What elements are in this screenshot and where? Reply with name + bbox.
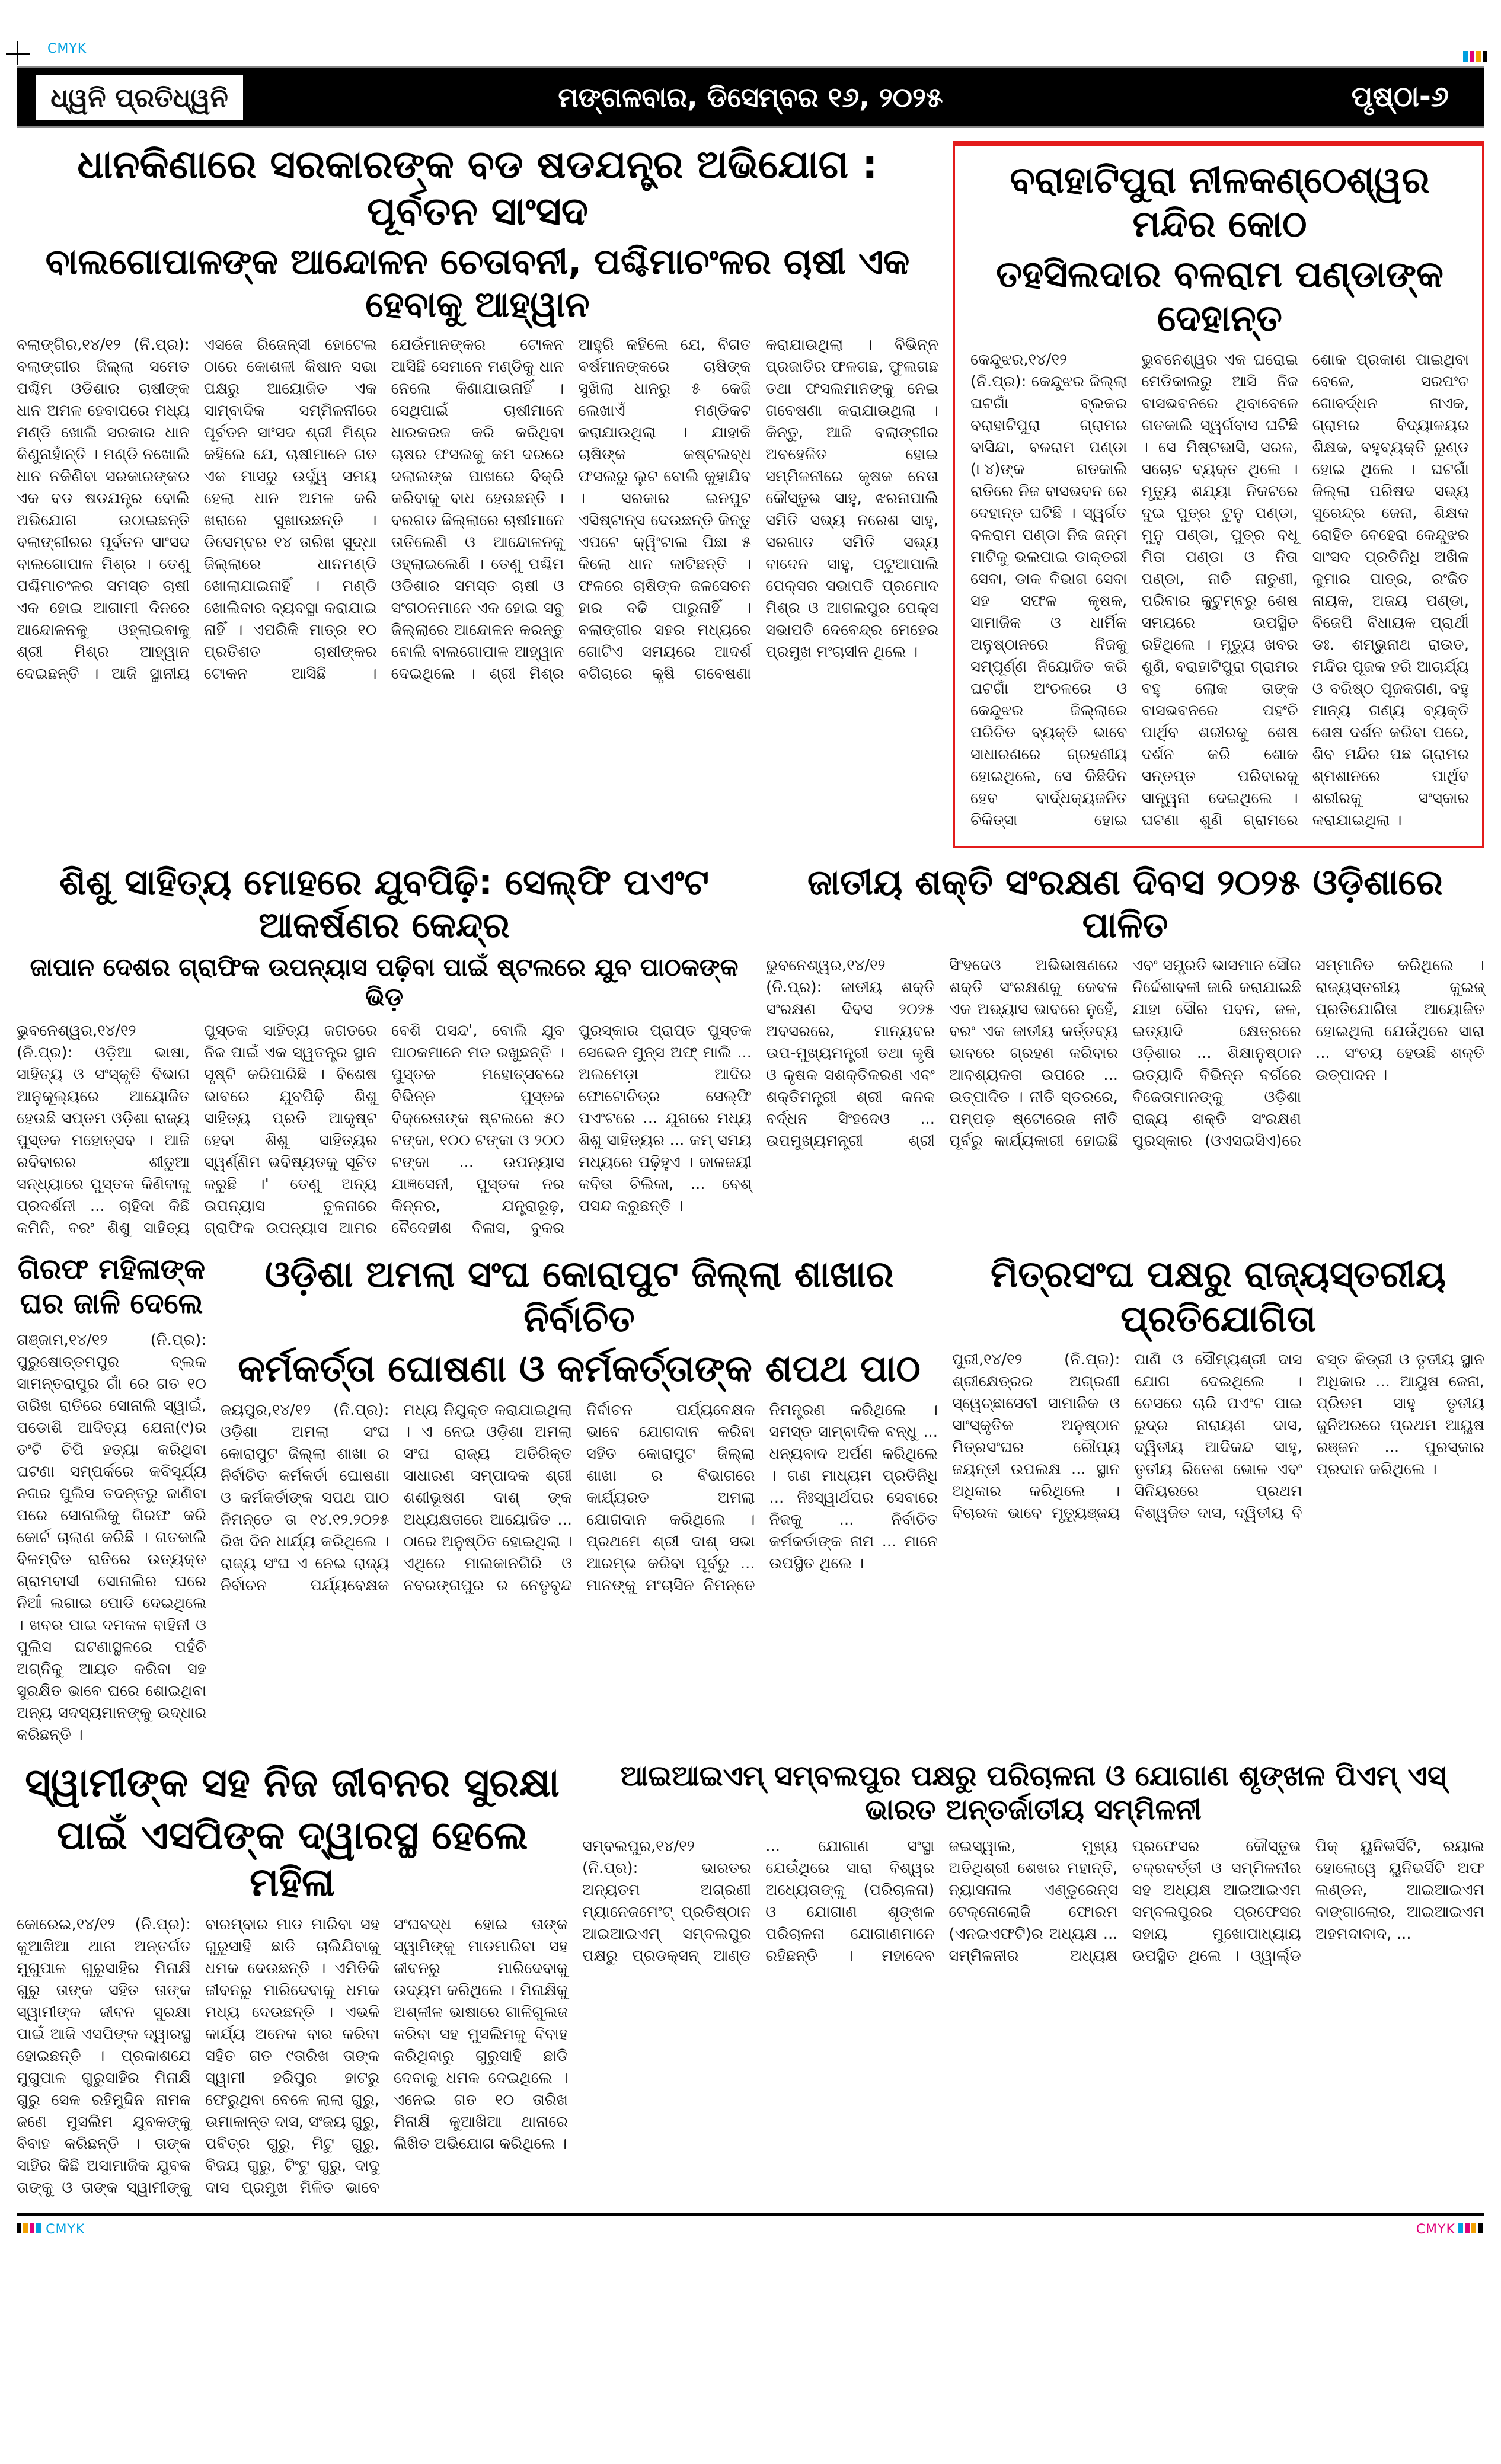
subheadline-book-festival: ଜାପାନ ଦେଶର ଗ୍ରାଫିକ ଉପନ୍ୟାସ ପଢ଼ିବା ପାଇଁ ଷ୍ଟଲରେ ଯୁବ ପାଠକଙ୍କ ଭିଡ଼ [30, 952, 739, 1011]
article-amala [221, 1252, 938, 1596]
article-body-balangir: ବଲାଙ୍ଗିର,୧୪/୧୨ (ନି.ପ୍ର): ବଲାଙ୍ଗୀର ଜିଲ୍ଲା ସମେତ ପଶ୍ଚିମ ଓଡିଶାର ଚାଷୀଙ୍କ ଧାନ ଅମଳ ହେବାପରେ ମଧ୍ୟ ମଣ୍ଡି ଖୋଲି ସରକାର ଧାନ କିଣୁନାହାଁନ୍ତି । ମଣ୍ଡି ନଖୋଲି ଧାନ ନକିଣିବା ସରକାରଙ୍କର ଏକ ବଡ ଷଡଯନ୍ତ୍ର ବୋଲି ଅଭିଯୋଗ ଉଠାଇଛନ୍ତି ବଲାଙ୍ଗୀରର ପୂର୍ବତନ ସାଂସଦ ବାଲଗୋପାଳ ମିଶ୍ର । ତେଣୁ ପଶ୍ଚିମାଚଂଳର ସମସ୍ତ ଚାଷୀ ଏକ ହୋଇ ଆଗାମୀ ଦିନରେ ଆନ୍ଦୋଳନକୁ ଓହ୍ଲାଇବାକୁ ଶ୍ରୀ ମିଶ୍ର ଆହ୍ୱାନ ଦେଇଛନ୍ତି । ଆଜି ସ୍ଥାନୀୟ ଏସଜେ ରିଜେନ୍ସୀ ହୋଟେଲ ଠାରେ କୋଶଳୀ କିଷାନ ସଭା ପକ୍ଷରୁ ଆୟୋଜିତ ଏକ ସାମ୍ବାଦିକ ସମ୍ମିଳନୀରେ ପୂର୍ବତନ ସାଂସଦ ଶ୍ରୀ ମିଶ୍ର କହିଲେ ଯେ, ଚାଷୀମାନେ ଗତ ଏକ ମାସରୁ ଉର୍ଦ୍ଧ୍ୱ ସମୟ ହେଲା ଧାନ ଅମଳ କରି ଖରାରେ ସୁଖାଉଛନ୍ତି । ଡିସେମ୍ବର ୧୪ ତାରିଖ ସୁଦ୍ଧା ଜିଲ୍ଲାରେ ଧାନମଣ୍ଡି ଖୋଲାଯାଇନାହିଁ । ମଣ୍ଡି ଖୋଲିବାର ବ୍ୟବସ୍ଥା କରାଯାଇ ନାହିଁ । ଏପରିକି ମାତ୍ର ୧୦ ପ୍ରତିଶତ ଚାଷୀଙ୍କର ଟୋକନ ଆସିଛି । ଯେଉଁମାନଙ୍କର ଟୋକନ ଆସିଛି ସେମାନେ ମଣ୍ଡିକୁ ଧାନ ନେଲେ କିଣାଯାଉନାହିଁ । ସେଥିପାଇଁ ଚାଷୀମାନେ ଧାରକରଜ କରି କରିଥିବା ଚାଷର ଫସଲକୁ କମ ଦରରେ ଦଲାଲଙ୍କ ପାଖରେ ବିକ୍ରି କରିବାକୁ ବାଧ ହେଉଛନ୍ତି । ବରଗଡ ଜିଲ୍ଲାରେ ଚାଷୀମାନେ ତାତିଲେଣି ଓ ଆନ୍ଦୋଳନକୁ ଓହ୍ଲାଇଲେଣି । ତେଣୁ ପଶ୍ଚିମ ଓଡିଶାର ସମସ୍ତ ଚାଷୀ ଓ ସଂଗଠନମାନେ ଏକ ହୋଇ ସବୁ ଜିଲ୍ଲାରେ ଆନ୍ଦୋଳନ କରନ୍ତୁ ବୋଲି ବାଲଗୋପାଳ ଆହ୍ୱାନ ଦେଇଥିଲେ । ଶ୍ରୀ ମିଶ୍ର ଆହୁରି କହିଲେ ଯେ, ବିଗତ ବର୍ଷମାନଙ୍କରେ ଚାଷିଙ୍କ ସୁଖିଲା ଧାନରୁ ୫ କେଜି ଲେଖାଏଁ ମଣ୍ଡିକଟ କରାଯାଉଥିଲା । ଯାହାକି ଚାଷିଙ୍କ କଷ୍ଟଲବ୍ଧ ଫସଲରୁ ଲୁଟ ବୋଲି କୁହାଯିବ । ସରକାର ଇନପୁଟ ଏସିଷ୍ଟାନ୍ସ ଦେଉଛନ୍ତି କିନ୍ତୁ ଏପଟେ କ୍ୱିଂଟାଲ ପିଛା ୫ କିଲୋ ଧାନ କାଟିଛନ୍ତି । ଫଳରେ ଚାଷିଙ୍କ ଜଳସେଚନ ହାର ବଢି ପାରୁନାହିଁ । ବଲାଙ୍ଗୀର ସହର ମଧ୍ୟରେ ଗୋଟିଏ ସମୟରେ ଆଦର୍ଶ ବଗିଚାରେ କୃଷି ଗବେଷଣା କରାଯାଉଥିଲା । ବିଭିନ୍ନ ପ୍ରଜାତିର ଫଳଗଛ, ଫୁଲଗଛ ତଥା ଫସଲମାନଙ୍କୁ ନେଇ ଗବେଷଣା କରାଯାଉଥିଲା । କିନ୍ତୁ, ଆଜି ବଲାଙ୍ଗୀର ଅବହେଳିତ ହୋଇ ସମ୍ମିଳନୀରେ କୃଷକ ନେତା କୌସ୍ତୁଭ ସାହୁ, ଝରନାପାଲି ସମିତି ସଭ୍ୟ ନରେଶ ସାହୁ, ସରଗାଡ ସମିତି ସଭ୍ୟ ବାଦେନ ସାହୁ, ପଟୁଆପାଲି ପେକ୍ସର ସଭାପତି ପ୍ରମୋଦ ମିଶ୍ର ଓ ଆଗଲପୁର ପେକ୍ସ ସଭାପତି ଦେବେନ୍ଦ୍ର ମେହେର ପ୍ରମୁଖ ମଂଚାସୀନ ଥିଲେ । [17, 336, 938, 683]
headline-book-festival: ଶିଶୁ ସାହିତ୍ୟ ମୋହରେ ଯୁବପିଢ଼ି: ସେଲ୍ଫି ପଏଂଟ ଆକର୍ଷଣର କେନ୍ଦ୍ର [59, 861, 709, 946]
headline-energy-day: ଜାତୀୟ ଶକ୍ତି ସଂରକ୍ଷଣ ଦିବସ ୨୦୨୫ ଓଡ଼ିଶାରେ ପାଳିତ [807, 861, 1443, 946]
row-3 [17, 1252, 1484, 1746]
row-4 [17, 1759, 1484, 2200]
article-energy-day [766, 861, 1484, 1152]
article-body-mitra-sangha: ପୁରୀ,୧୪/୧୨ (ନି.ପ୍ର): ଶ୍ରୀକ୍ଷେତ୍ରର ଅଗ୍ରଣୀ ସ୍ୱେଚ୍ଛାସେବୀ ସାମାଜିକ ଓ ସାଂସ୍କୃତିକ ଅନୁଷ୍ଠାନ ମିତ୍ରସଂଘର ରୌପ୍ୟ ଜୟନ୍ତୀ ଉପଲକ୍ଷ ... ସ୍ଥାନ ଅଧିକାର କରିଥିଲେ । ବିଚାରକ ଭାବେ ମୃତ୍ୟୁଞ୍ଜୟ ପାଣି ଓ ସୌମ୍ୟଶ୍ରୀ ଦାସ ଯୋଗ ଦେଇଥିଲେ । ଚେସରେ ଚାରି ପଏଂଟ ପାଇ ରୁଦ୍ର ନାରାୟଣ ଦାସ, ଦ୍ୱିତୀୟ ଆଦିକନ୍ଦ ସାହୁ, ତୃତୀୟ ରିତେଶ ଭୋଳ ଏବଂ ସିନିୟରରେ ପ୍ରଥମ ବିଶ୍ୱଜିତ ଦାସ, ଦ୍ୱିତୀୟ ବି ବସ୍ତ କିଡ୍ରୀ ଓ ତୃତୀୟ ସ୍ଥାନ ଅଧିକାର ... ଆୟୁଷ ଜେନା, ପ୍ରିତମ ସାହୁ ତୃତୀୟ ଜୁନିଅରରେ ପ୍ରଥମ ଆୟୁଷ ରଞ୍ଜନ ... ପୁରସ୍କାର ପ୍ରଦାନ କରିଥିଲେ । [952, 1351, 1484, 1523]
article-arson [17, 1252, 206, 1746]
article-woman-sp [17, 1759, 568, 2200]
footer-marks [17, 2222, 1484, 2237]
headline-obituary-2: ତହସିଲଦାର ବଳରାମ ପଣ୍ଡାଙ୍କ ଦେହାନ୍ତ [996, 252, 1443, 340]
article-body-obituary: କେନ୍ଦୁଝର,୧୪/୧୨ (ନି.ପ୍ର): କେନ୍ଦୁଝର ଜିଲ୍ଲା ଘଟଗାଁ ବ୍ଲକର ବରାହାଟିପୁରା ଗ୍ରାମର ବାସିନ୍ଦା, ବଳରାମ ପଣ୍ଡା (୮୪)ଙ୍କ ଗତକାଲି ରାତିରେ ନିଜ ବାସଭବନ ରେ ଦେହାନ୍ତ ଘଟିଛି । ସ୍ୱର୍ଗତ ବଳରାମ ପଣ୍ଡା ନିଜ ଜନ୍ମ ମାଟିକୁ ଭଲପାଇ ଡାକ୍ତରୀ ସେବା, ଡାକ ବିଭାଗ ସେବା ସହ ସଫଳ କୃଷକ, ସାମାଜିକ ଓ ଧାର୍ମିକ ଅନୁଷ୍ଠାନରେ ନିଜକୁ ସମ୍ପୂର୍ଣ୍ଣ ନିୟୋଜିତ କରି ଘଟଗାଁ ଅଂଚଳରେ ଓ କେନ୍ଦୁଝର ଜିଲ୍ଲାରେ ପରିଚିତ ବ୍ୟକ୍ତି ଭାବେ ସାଧାରଣରେ ଗ୍ରହଣୀୟ ହୋଇଥିଲେ, ସେ କିଛିଦିନ ହେବ ବାର୍ଦ୍ଧକ୍ୟଜନିତ ଚିକିତ୍ସା ହୋଇ ଭୁବନେଶ୍ୱର ଏକ ଘରୋଇ ମେଡିକାଲରୁ ଆସି ନିଜ ବାସଭବନରେ ଥିବାବେଳେ ଗତକାଲି ସ୍ୱର୍ଗବାସ ଘଟିଛି । ସେ ମିଷ୍ଟଭାସି, ସରଳ, ସଚୋଟ ବ୍ୟକ୍ତ ଥିଲେ । ମୃତ୍ୟୁ ଶଯ୍ୟା ନିକଟରେ ଦୁଇ ପୁତ୍ର ଟୁନୁ ପଣ୍ଡା, ମୁନୁ ପଣ୍ଡା, ପୁତ୍ର ବଧୂ ମିତା ପଣ୍ଡା ଓ ନିତା ପଣ୍ଡା, ନାତି ନାତୁଣୀ, ପରିବାର କୁଟୁମ୍ବରୁ ଶେଷ ସମୟରେ ଉପସ୍ଥିତ ରହିଥିଲେ । ମୃତ୍ୟୁ ଖବର ଶୁଣି, ବରାହାଟିପୁରା ଗ୍ରାମର ବହୁ ଲୋକ ତାଙ୍କ ବାସଭବନରେ ପହଂଚି ପାର୍ଥିବ ଶରୀରକୁ ଶେଷ ଦର୍ଶନ କରି ଶୋକ ସନ୍ତପ୍ତ ପରିବାରକୁ ସାନ୍ତ୍ୱନା ଦେଇଥିଲେ । ଘଟଣା ଶୁଣି ଗ୍ରାମରେ ଶୋକ ପ୍ରକାଶ ପାଇଥିବା ବେଳେ, ସରପଂଚ ଗୋବର୍ଦ୍ଧନ ନାଏକ, ଗ୍ରାମର ବିଦ୍ୟାଳୟର ଶିକ୍ଷକ, ବହୁବ୍ୟକ୍ତି ରୁଣ୍ଡ ହୋଇ ଥିଲେ । ଘଟଗାଁ ଜିଲ୍ଲା ପରିଷଦ ସଭ୍ୟ ସୁରେନ୍ଦ୍ର ଜେନା, ଶିକ୍ଷକ ରୋହିତ ବେହେରା କେନ୍ଦୁଝର ସାଂସଦ ପ୍ରତିନିଧି ଅଖିଳ କୁମାର ପାତ୍ର, ରଂଜିତ ନାୟକ, ଅଜୟ ପଣ୍ଡା, ବିଜେପି ବିଧାୟକ ପ୍ରାର୍ଥୀ ଡଃ. ଶମ୍ଭୁନାଥ ରାଉତ, ମନ୍ଦିର ପୂଜକ ହରି ଆଚାର୍ଯ୍ୟ ଓ ବରିଷ୍ଠ ପୂଜକଗଣ, ବହୁ ମାନ୍ୟ ଗଣ୍ୟ ବ୍ୟକ୍ତି ଶେଷ ଦର୍ଶନ କରିବା ପରେ, ଶିବ ମନ୍ଦିର ପଛ ଗ୍ରାମର ଶ୍ମଶାନରେ ପାର୍ଥିବ ଶରୀରକୁ ସଂସ୍କାର କରାଯାଇଥିଲା । [970, 350, 1469, 829]
color-swatches-top-right [1463, 51, 1489, 64]
headline-balangir-2: ବାଲଗୋପାଳଙ୍କ ଆନ୍ଦୋଳନ ଚେତାବନୀ, ପଶ୍ଚିମାଚଂଳର ଚାଷୀ ଏକ ହେବାକୁ ଆହ୍ୱାନ [45, 241, 910, 326]
headline-mitra-sangha: ମିତ୍ରସଂଘ ପକ୍ଷରୁ ରାଜ୍ୟସ୍ତରୀୟ ପ୍ରତିଯୋଗିତା [990, 1252, 1446, 1340]
row-2 [17, 861, 1484, 1240]
article-iim [582, 1759, 1484, 1967]
article-body-iim: ସମ୍ବଲପୁର,୧୪/୧୨ (ନି.ପ୍ର): ଭାରତର ଅନ୍ୟତମ ଅଗ୍ରଣୀ ମ୍ୟାନେଜମେଂଟ୍ ପ୍ରତିଷ୍ଠାନ ଆଇଆଇଏମ୍ ସମ୍ବଲପୁର ପକ୍ଷରୁ ପ୍ରଡକ୍ସନ୍ ଆଣ୍ଡ ... ଯୋଗାଣ ସଂସ୍ଥା ଯେଉଁଥିରେ ସାରା ବିଶ୍ୱର ଅଧ୍ୟେତାଙ୍କୁ (ପରିଚାଳନା) ଓ ଯୋଗାଣ ଶୃଙ୍ଖଳ ପରିଚାଳନା ଯୋଗାଣମାନେ ରହିଛନ୍ତି । ମହାଦେବ ଜଇସ୍ୱାଲ, ମୁଖ୍ୟ ଅତିଥିଶ୍ରୀ ଶେଖର ମହାନ୍ତି, ନ୍ୟାସନାଲ ଏଣ୍ଡୁରେନ୍ସ ଟେକ୍ନୋଲୋଜି ଫୋରମ (ଏନଇଏଫଟି)ର ଅଧ୍ୟକ୍ଷ ... ସମ୍ମିଳନୀର ଅଧ୍ୟକ୍ଷ ପ୍ରଫେସର କୌସ୍ତୁଭ ଚକ୍ରବର୍ତ୍ତୀ ଓ ସମ୍ମିଳନୀର ସହ ଅଧ୍ୟକ୍ଷ ଆଇଆଇଏମ ସମ୍ବଲପୁରର ପ୍ରଫେସର ସହାୟ ମୁଖୋପାଧ୍ୟାୟ ଉପସ୍ଥିତ ଥିଲେ । ଓ୍ୱାର୍ଲ୍ଡ ପିକ୍ ୟୁନିଭର୍ସିଟି, ରୟାଲ ହୋଲୋୱେ ୟୁନିଭର୍ସିଟି ଅଫ ଲଣ୍ଡନ, ଆଇଆଇଏମ ବାଙ୍ଗାଲୋର, ଆଇଆଇଏମ ଅହମଦାବାଦ, ... [582, 1837, 1484, 1965]
article-body-book-festival: ଭୁବନେଶ୍ୱର,୧୪/୧୨ (ନି.ପ୍ର): ଓଡ଼ିଆ ଭାଷା, ସାହିତ୍ୟ ଓ ସଂସ୍କୃତି ବିଭାଗ ଆନୁକୂଲ୍ୟରେ ଆୟୋଜିତ ହେଉଛି ସପ୍ତମ ଓଡ଼ିଶା ରାଜ୍ୟ ପୁସ୍ତକ ମହୋତ୍ସବ । ଆଜି ରବିବାରର ଶୀତୁଆ ସନ୍ଧ୍ୟାରେ ପୁସ୍ତକ କିଣିବାକୁ ପ୍ରଦର୍ଶନୀ ... ଚାହିଦା କିଛି କମିନି, ବରଂ ଶିଶୁ ସାହିତ୍ୟ ପୁସ୍ତକ ସାହିତ୍ୟ ଜଗତରେ ନିଜ ପାଇଁ ଏକ ସ୍ୱତନ୍ତ୍ର ସ୍ଥାନ ସୃଷ୍ଟି କରିପାରିଛି । ବିଶେଷ ଭାବରେ ଯୁବପିଢ଼ି ଶିଶୁ ସାହିତ୍ୟ ପ୍ରତି ଆକୃଷ୍ଟ ହେବା ଶିଶୁ ସାହିତ୍ୟର ସ୍ୱର୍ଣ୍ଣିମ ଭବିଷ୍ୟତକୁ ସୂଚିତ କରୁଛି ।' ତେଣୁ ଅନ୍ୟ ଉପନ୍ୟାସ ତୁଳନାରେ ଗ୍ରାଫିକ ଉପନ୍ୟାସ ଆମର ବେଶି ପସନ୍ଦ', ବୋଲି ଯୁବ ପାଠକମାନେ ମତ ରଖୁଛନ୍ତି । ପୁସ୍ତକ ମହୋତ୍ସବରେ ବିଭିନ୍ନ ପୁସ୍ତକ ବିକ୍ରେତାଙ୍କ ଷ୍ଟଲରେ ୫୦ ଟଙ୍କା, ୧୦୦ ଟଙ୍କା ଓ ୨୦୦ ଟଙ୍କା ... ଉପନ୍ୟାସ ଯାଜ୍ଞସେନୀ, ପୁସ୍ତକ ନର କିନ୍ନର, ଯନ୍ତ୍ରାରୂଢ଼, ବୈଦେହୀଶ ବିଳାସ, ବୁକର ପୁରସ୍କାର ପ୍ରାପ୍ତ ପୁସ୍ତକ ସେଭେନ ମୁନ୍ସ ଅଫ୍ ମାଲି ... ଅଲମେଡ଼ା ଆଦିର ଫୋଟୋଚିତ୍ର ସେଲ୍ଫି ପଏଂଟରେ ... ଯୁଗରେ ମଧ୍ୟ ଶିଶୁ ସାହିତ୍ୟର ... କମ୍ ସମୟ ମଧ୍ୟରେ ପଢ଼ିହୁଏ । କାଳଜୟୀ କବିତା ଚିଲିକା, ... ବେଶ୍ ପସନ୍ଦ କରୁଛନ୍ତି । [17, 1022, 752, 1238]
article-mitra-sangha [952, 1252, 1484, 1525]
page-number: ପୃଷ୍ଠା-୬ [1351, 80, 1449, 113]
headline-woman-sp-2: ପାଇଁ ଏସପିଙ୍କ ଦ୍ୱାରସ୍ଥ ହେଲେ ମହିଳା [56, 1812, 528, 1905]
newspaper-logo: ଧ୍ୱନି ପ୍ରତିଧ୍ୱନି [36, 75, 243, 120]
headline-amala-2: କର୍ମକର୍ତ୍ତା ଘୋଷଣା ଓ କର୍ମକର୍ତ୍ତାଙ୍କ ଶପଥ ପାଠ [238, 1347, 921, 1391]
bottom-rule [17, 2213, 1484, 2216]
cmyk-mark-bottom-right: CMYK [1416, 2222, 1484, 2237]
cmyk-mark-bottom-left: CMYK [17, 2222, 85, 2237]
crop-mark-top-left-v [17, 41, 18, 65]
headline-amala-1: ଓଡ଼ିଶା ଅମଲା ସଂଘ କୋରାପୁଟ ଜିଲ୍ଲା ଶାଖାର ନିର୍ବାଚିତ [264, 1252, 894, 1340]
article-body-arson: ଗଞ୍ଜାମ,୧୪/୧୨ (ନି.ପ୍ର): ପୁରୁଷୋତ୍ତମପୁର ବ୍ଲକ ସାମନ୍ତରାପୁର ଗାଁ ରେ ଗତ ୧୦ ତାରିଖ ରାତିରେ ସୋନାଲି ସ୍ୱାଇଁ, ପଡୋଶି ଆଦିତ୍ୟ ଯେନା(୯)ର ତଂଟି ଚିପି ହତ୍ୟା କରିଥିବା ଘଟଣା ସମ୍ପର୍କରେ କବିସୂର୍ଯ୍ୟ ନଗର ପୁଲିସ ତଦନ୍ତରୁ ଜାଣିବା ପରେ ସୋନାଲିକୁ ଗିରଫ କରି କୋର୍ଟ ଚାଲାଣ କରିଛି । ଗତକାଲି ବିଳମ୍ବିତ ରାତିରେ ଉତ୍ୟକ୍ତ ଗ୍ରାମବାସୀ ସୋନାଲିର ଘରେ ନିଆଁ ଲଗାଇ ପୋଡି ଦେଇଥିଲେ । ଖବର ପାଇ ଦମକଳ ବାହିନୀ ଓ ପୁଲିସ ଘଟଣାସ୍ଥଳରେ ପହଁଚି ଅଗ୍ନିକୁ ଆୟତ କରିବା ସହ ସୁରକ୍ଷିତ ଭାବେ ଘରେ ଶୋଇଥିବା ଅନ୍ୟ ସଦସ୍ୟମାନଙ୍କୁ ଉଦ୍ଧାର କରିଛନ୍ତି । [17, 1331, 206, 1744]
issue-date: ମଙ୍ଗଳବାର, ଡିସେମ୍ବର ୧୬, ୨୦୨୫ [558, 81, 943, 113]
article-body-amala: ଜୟପୁର,୧୪/୧୨ (ନି.ପ୍ର): ଓଡ଼ିଶା ଅମଲା ସଂଘ କୋରାପୁଟ ଜିଲ୍ଲା ଶାଖା ର ନିର୍ବାଚିତ କର୍ମକର୍ତା ଘୋଷଣା ଓ କର୍ମକର୍ତାଙ୍କ ସପଥ ପାଠ ନିମନ୍ତେ ତା ୧୪.୧୨.୨୦୨୫ ରିଖ ଦିନ ଧାର୍ଯ୍ୟ କରିଥିଲେ । ରାଜ୍ୟ ସଂଘ ଏ ନେଇ ରାଜ୍ୟ ନିର୍ବାଚନ ପର୍ଯ୍ୟବେକ୍ଷକ ମଧ୍ୟ ନିଯୁକ୍ତ କରାଯାଇଥିଲା । ଏ ନେଇ ଓଡ଼ିଶା ଅମଲା ସଂଘ ରାଜ୍ୟ ଅତିରିକ୍ତ ସାଧାରଣ ସମ୍ପାଦକ ଶ୍ରୀ ଶଶୀଭୂଷଣ ଦାଶ୍ ଙ୍କ ଅଧ୍ୟକ୍ଷତାରେ ଆୟୋଜିତ ... ଠାରେ ଅନୁଷ୍ଠିତ ହୋଇଥିଲା । ଏଥିରେ ମାଲକାନଗିରି ଓ ନବରଙ୍ଗପୁର ର ନେତୃବୃନ୍ଦ ନିର୍ବାଚନ ପର୍ଯ୍ୟବେକ୍ଷକ ଭାବେ ଯୋଗଦାନ କରିବା ସହିତ କୋରାପୁଟ ଜିଲ୍ଲା ଶାଖା ର ବିଭାଗରେ କାର୍ଯ୍ୟରତ ଅମଲା ଯୋଗଦାନ କରିଥିଲେ । ପ୍ରଥମେ ଶ୍ରୀ ଦାଶ୍ ସଭା ଆରମ୍ଭ କରିବା ପୂର୍ବରୁ ... ମାନଙ୍କୁ ମଂଚାସିନ ନିମନ୍ତେ ନିମନ୍ତ୍ରଣ କରିଥିଲେ । ସମସ୍ତ ସାମ୍ବାଦିକ ବନ୍ଧୁ ... ଧନ୍ୟବାଦ ଅର୍ପଣ କରିଥିଲେ । ଗଣ ମାଧ୍ୟମ ପ୍ରତିନିଧି ... ନିଃସ୍ୱାର୍ଥପର ସେବାରେ ନିଜକୁ ... ନିର୍ବାଚିତ କର୍ମକର୍ତାଙ୍କ ନାମ ... ମାନେ ଉପସ୍ଥିତ ଥିଲେ । [221, 1401, 938, 1594]
headline-balangir-1: ଧାନକିଣାରେ ସରକାରଙ୍କ ବଡ ଷଡଯନ୍ତ୍ର ଅଭିଯୋଗ : ପୂର୍ବତନ ସାଂସଦ [77, 142, 878, 235]
headline-obituary-1: ବରାହାଟିପୁରା ନୀଳକଣ୍ଠେଶ୍ୱର ମନ୍ଦିର କୋଠ [1010, 158, 1430, 246]
article-body-energy-day: ଭୁବନେଶ୍ୱର,୧୪/୧୨ (ନି.ପ୍ର): ଜାତୀୟ ଶକ୍ତି ସଂରକ୍ଷଣ ଦିବସ ୨୦୨୫ ଅବସରରେ, ମାନ୍ୟବର ଉପ-ମୁଖ୍ୟମନ୍ତ୍ରୀ ତଥା କୃଷି ଓ କୃଷକ ସଶକ୍ତିକରଣ ଏବଂ ଶକ୍ତିମନ୍ତ୍ରୀ ଶ୍ରୀ କନକ ବର୍ଦ୍ଧନ ସିଂହଦେଓ ... ଉପମୁଖ୍ୟମନ୍ତ୍ରୀ ଶ୍ରୀ ସିଂହଦେଓ ଅଭିଭାଷଣରେ ଶକ୍ତି ସଂରକ୍ଷଣକୁ କେବଳ ଏକ ଅଭ୍ୟାସ ଭାବରେ ନୁହେଁ, ବରଂ ଏକ ଜାତୀୟ କର୍ତ୍ତବ୍ୟ ଭାବରେ ଗ୍ରହଣ କରିବାର ଆବଶ୍ୟକତା ଉପରେ ... ଉତ୍ପାଦିତ । ନୀତି ସ୍ତରରେ, ପମ୍ପଡ଼ ଷ୍ଟୋରେଜ ନୀତି ପୂର୍ବରୁ କାର୍ଯ୍ୟକାରୀ ହୋଇଛି ଏବଂ ସମ୍ପ୍ରତି ଭାସମାନ ସୌର ନିର୍ଦ୍ଦେଶାବଳୀ ଜାରି କରାଯାଇଛି ଯାହା ସୌର ପବନ, ଜଳ, ଇତ୍ୟାଦି କ୍ଷେତ୍ରରେ ଓଡ଼ିଶାର ... ଶିକ୍ଷାନୁଷ୍ଠାନ ଇତ୍ୟାଦି ବିଭିନ୍ନ ବର୍ଗରେ ବିଜେତାମାନଙ୍କୁ ଓଡ଼ିଶା ରାଜ୍ୟ ଶକ୍ତି ସଂରକ୍ଷଣ ପୁରସ୍କାର (ଓଏସଇସିଏ)ରେ ସମ୍ମାନିତ କରିଥିଲେ । ରାଜ୍ୟସ୍ତରୀୟ କୁଇଜ୍ ପ୍ରତିଯୋଗିତା ଆୟୋଜିତ ହୋଇଥିଲା ଯେଉଁଥିରେ ସାରା ... ସଂଚୟ ହେଉଛି ଶକ୍ତି ଉତ୍ପାଦନ । [766, 956, 1484, 1150]
headline-arson: ଗିରଫ ମହିଳାଙ୍କ ଘର ଜାଳି ଦେଲେ [18, 1252, 205, 1320]
article-book-festival [17, 861, 752, 1240]
obituary-box [953, 141, 1484, 848]
row-1 [17, 141, 1484, 848]
article-body-woman-sp: କୋରେଇ,୧୪/୧୨ (ନି.ପ୍ର): କୁଆଖିଆ ଥାନା ଅନ୍ତର୍ଗତ ମୁଗୁପାଳ ଗୁରୁସାହିର ମିନାକ୍ଷି ଗୁରୁ ତାଙ୍କ ସହିତ ତାଙ୍କ ସ୍ୱାମୀଙ୍କ ଜୀବନ ସୁରକ୍ଷା ପାଇଁ ଆଜି ଏସପିଙ୍କ ଦ୍ୱାରସ୍ଥ ହୋଇଛନ୍ତି । ପ୍ରକାଶଯେ ମୁଗୁପାଳ ଗୁରୁସାହିର ମିନାକ୍ଷି ଗୁରୁ ସେକ ରହିମୁଦ୍ଦିନ ନାମକ ଜଣେ ମୁସଲିମ ଯୁବକଙ୍କୁ ବିବାହ କରିଛନ୍ତି । ତାଙ୍କ ସାହିର କିଛି ଅସାମାଜିକ ଯୁବକ ତାଙ୍କୁ ଓ ତାଙ୍କ ସ୍ୱାମୀଙ୍କୁ ବାରମ୍ବାର ମାଡ ମାରିବା ସହ ଗୁରୁସାହି ଛାଡି ଚାଲିଯିବାକୁ ଧମକ ଦେଉଛନ୍ତି । ଏମିତିକି ଜୀବନରୁ ମାରିଦେବାକୁ ଧମକ ମଧ୍ୟ ଦେଉଛନ୍ତି । ଏଭଳି କାର୍ଯ୍ୟ ଅନେକ ବାର କରିବା ସହିତ ଗତ ୯ତାରିଖ ତାଙ୍କ ସ୍ୱାମୀ ହରିପୁର ହାଟରୁ ଫେରୁଥିବା ବେଳେ ଲାଲା ଗୁରୁ, ଉମାକାନ୍ତ ଦାସ, ସଂଜୟ ଗୁରୁ, ପବିତ୍ର ଗୁରୁ, ମିଟୁ ଗୁରୁ, ବିଜୟ ଗୁରୁ, ଟିଂଟୁ ଗୁରୁ, ଦାଦୁ ଦାସ ପ୍ରମୁଖ ମିଳିତ ଭାବେ ସଂଘବଦ୍ଧ ହୋଇ ତାଙ୍କ ସ୍ୱାମିଙ୍କୁ ମାଡମାରିବା ସହ ଜୀବନରୁ ମାରିଦେବାକୁ ଉଦ୍ୟମ କରିଥିଲେ । ମିନାକ୍ଷିକୁ ଅଶ୍ଳୀଳ ଭାଷାରେ ଗାଳିଗୁଲଜ କରିବା ସହ ମୁସଲିମକୁ ବିବାହ କରିଥିବାରୁ ଗୁରୁସାହି ଛାଡି ଦେବାକୁ ଧମକ ଦେଇଥିଲେ । ଏନେଇ ଗତ ୧୦ ତାରିଖ ମିନାକ୍ଷି କୁଆଖିଆ ଥାନାରେ ଲିଖିତ ଅଭିଯୋଗ କରିଥିଲେ । [17, 1916, 568, 2197]
article-balangir [17, 141, 938, 685]
cmyk-mark-top-left: CMYK [47, 41, 87, 56]
masthead [17, 66, 1484, 128]
headline-woman-sp-1: ସ୍ୱାମୀଙ୍କ ସହ ନିଜ ଜୀବନର ସୁରକ୍ଷା [25, 1759, 560, 1805]
headline-iim: ଆଇଆଇଏମ୍ ସମ୍ବଲପୁର ପକ୍ଷରୁ ପରିଚାଳନା ଓ ଯୋଗାଣ ଶୃଙ୍ଖଳ ପିଏମ୍ ଏସ୍ ଭାରତ ଅନ୍ତର୍ଜାତୀୟ ସମ୍ମିଳନୀ [620, 1759, 1446, 1827]
